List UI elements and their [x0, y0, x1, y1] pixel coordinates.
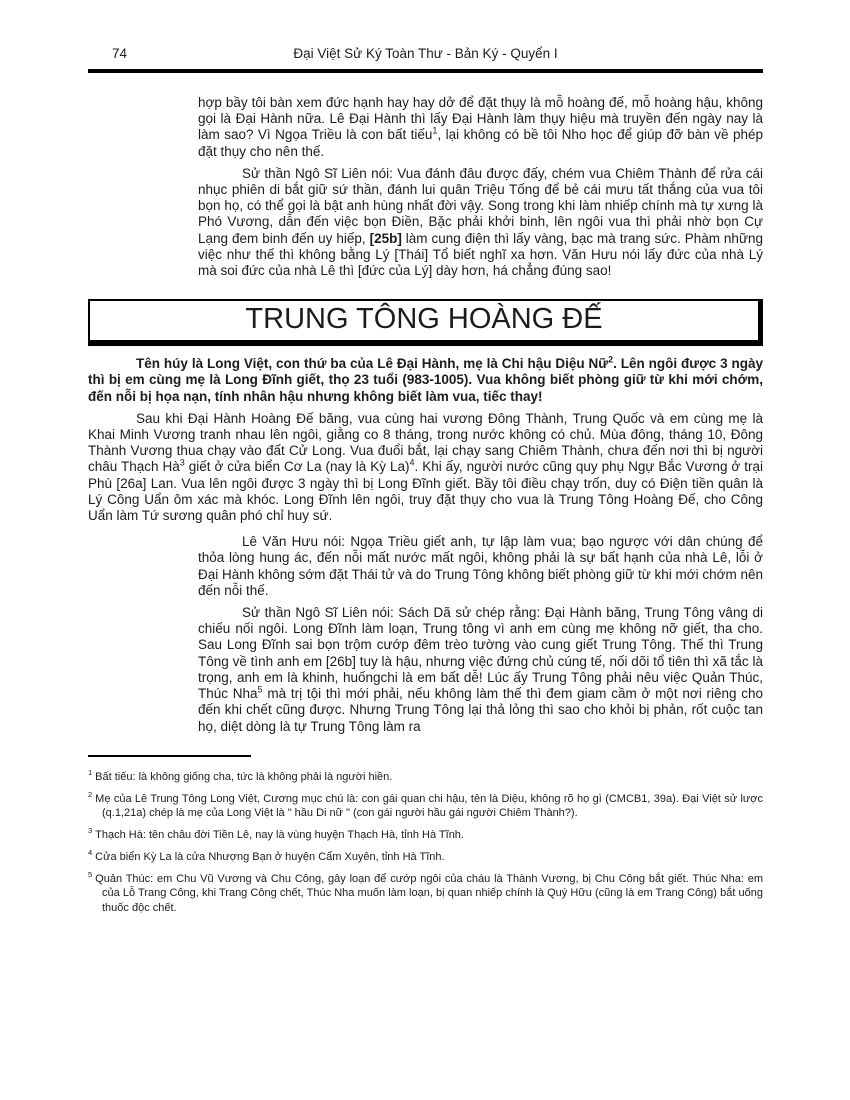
- text-run: Tên húy là Long Việt, con thứ ba của Lê Đại Hành, mẹ là Chi hậu Diệu Nữ: [136, 356, 609, 372]
- text-run: mà trị tội thì mới phải, nếu không làm thế thì đem giam cầm ở một nơi riêng cho đến khi chết cũng được. Nhưng Trung Tông lại thả lỏng thì sao cho khỏi bị phản, rốt cuộc tan họ, diệt dòng là tự Trung Tông làm ra: [198, 686, 763, 734]
- footnote: [88, 872, 763, 916]
- footnote-ref: 4: [409, 457, 415, 468]
- footnote-text: Quản Thúc: em Chu Vũ Vương và Chu Công, gây loạn để cướp ngôi của cháu là Thành Vương, bị Chu Công bắt giết. Thúc Nha: em của Lỗ Trang Công, khi Trang Công chết, Thúc Nha muốn làm loạn, bị quan nhiếp chính là Quý Hữu (cũng là em Trang Công) bắt uống thuốc độc chết.: [95, 872, 763, 915]
- paragraph: [198, 95, 763, 160]
- section-title: TRUNG TÔNG HOÀNG ĐẾ: [245, 303, 603, 336]
- text-run: Sau khi Đại Hành Hoàng Đế băng, vua cùng hai vương Đông Thành, Trung Quốc và em cùng mẹ là Khai Minh Vương tranh nhau lên ngôi, giằng co 8 tháng, trong nước không có chủ. Mùa đông, tháng 10, Đông Thành Vương thua chạy vào đất Cử Long. Vua đuổi bắt, lại chạy sang Chiêm Thành, chưa đến nơi thì bị người châu Thạch Hà: [88, 410, 763, 475]
- text-run: hợp bầy tôi bàn xem đức hạnh hay hay dở để đặt thụy là mỗ hoàng đế, mỗ hoàng hậu, không gọi là Đại Hành nữa. Lê Đại Hành thì lấy Đại Hành làm thụy hiệu mà truyền đến ngày nay là làm sao? Vì Ngọa Triều là con bất tiếu: [198, 95, 763, 143]
- text-run: Sử thần Ngô Sĩ Liên nói: Sách Dã sử chép rằng: Đại Hành băng, Trung Tông vâng di chiếu nối ngôi. Long Đĩnh làm loạn, Trung tông vì anh em cùng mẹ không nỡ giết, tha cho. Sau Long Đĩnh sai bọn trộm cướp đêm trèo tường vào cung giết Trung Tông. Thế thì Trung Tông về tình anh em [26b] tuy là hậu, nhưng việc đứng chủ cúng tế, nối dõi tổ tiên thì xã tắc là trọng, anh em là khinh, huốngchi là em bất dễ! Lúc ấy Trung Tông phải nêu việc Quản Thúc, Thúc Nha: [198, 605, 763, 702]
- page-number: 74: [112, 46, 128, 61]
- footnote-ref: 2: [608, 354, 614, 365]
- footnote: [88, 789, 763, 822]
- text-run: làm cung điện thì lấy vàng, bạc mà trang sức. Phàm những việc như thế thì không bằng Lý [Thái] Tổ biết nghĩ xa hơn. Văn Hưu nói lấy đức của nhà Lý mà soi đức của nhà Lê thì [đức của Lý] dày hơn, há chẳng đúng sao!: [198, 230, 763, 279]
- footnote-ref: 1: [432, 125, 438, 136]
- intro-quote-block: [198, 95, 763, 279]
- footnote-number: 5: [88, 870, 93, 880]
- main-text-block: [88, 356, 763, 524]
- footnote-text: Cửa biển Kỳ La là cửa Nhượng Bạn ở huyện Cẩm Xuyên, tỉnh Hà Tĩnh.: [95, 850, 445, 863]
- header-title: Đại Việt Sử Ký Toàn Thư - Bản Ký - Quyển I: [293, 46, 558, 61]
- text-run: Sử thần Ngô Sĩ Liên nói: Vua đánh đâu được đấy, chém vua Chiêm Thành để rửa cái nhục phiên di bắt giữ sứ thần, đánh lui quân Triệu Tống để bẻ cái mưu tất thắng của vua tôi bọn họ, có thể gọi là bật anh hùng nhất đời vậy. Song trong khi làm nhiếp chính mà tự xưng là Phó Vương, dẫn đến việc bọn Điền, Bặc phải khởi binh, lên ngôi vua thì phải nhờ bọn Cự Lạng đem binh đến uy hiếp,: [198, 165, 763, 246]
- footnote-number: 2: [88, 789, 93, 799]
- header-rule: [88, 69, 763, 73]
- footnote-number: 1: [88, 768, 93, 778]
- footnote: [88, 828, 763, 843]
- text-run: . Khi ấy, người nước cũng quy phụ Ngự Bắc Vương ở trại Phù [26a] Lan. Vua lên ngôi được 3 ngày thì bị Long Đĩnh giết. Bầy tôi điều chạy trốn, duy có Điện tiền quân là Lý Công Uẩn ôm xác mà khóc. Long Đĩnh lên ngôi, truy đặt thụy cho vua là Trung Tông Hoàng Đế, cho Công Uẩn làm Tứ sương quân phó chỉ huy sứ.: [88, 459, 763, 524]
- footnote-ref: 3: [179, 457, 185, 468]
- section-title-box: [88, 299, 763, 346]
- paragraph: [198, 534, 763, 599]
- running-header: [88, 46, 763, 64]
- footnote-ref: 5: [257, 684, 263, 695]
- paragraph: [88, 356, 763, 405]
- footnote-text: Mẹ của Lê Trung Tông Long Việt, Cương mục chú là: con gái quan chi hậu, tên là Diệu, không rõ họ gì (CMCB1, 39a). Đại Việt sử lược (q.1,21a) chép là mẹ của Long Việt là " hầu Di nữ " (con gái người hầu gái người Chiêm Thành?).: [95, 792, 763, 820]
- paragraph: [88, 411, 763, 524]
- text-run: giết ở cửa biển Cơ La (nay là Kỳ La): [184, 459, 410, 475]
- text-run: , lại không có bề tôi Nho học để giúp đỡ bàn về phép đặt thụy cho nên thế.: [198, 127, 764, 159]
- footnote: [88, 770, 763, 785]
- footnote-text: Thạch Hà: tên châu đời Tiền Lê, nay là vùng huyện Thạch Hà, tỉnh Hà Tĩnh.: [95, 829, 464, 842]
- footnote-number: 3: [88, 826, 93, 836]
- footnote: [88, 850, 763, 865]
- paragraph: [198, 166, 763, 279]
- footnote-number: 4: [88, 848, 93, 858]
- text-run: [25b]: [369, 230, 402, 246]
- paragraph: [198, 605, 763, 735]
- commentary-quote-block: [198, 534, 763, 734]
- text-run: Lê Văn Hưu nói: Ngọa Triều giết anh, tự lập làm vua; bạo ngược với dân chúng để thỏa lòng hung ác, đến nỗi mất nước mất ngôi, không phải là sự bất hạnh của nhà Lê, lỗi ở Đại Hành không sớm đặt Thái tử và do Trung Tông không biết phòng giữ từ khi mới chớm nên đến nỗi thế.: [198, 534, 763, 598]
- footnote-rule: [88, 755, 251, 757]
- footnotes: [88, 770, 763, 916]
- footnote-text: Bất tiếu: là không giống cha, tức là không phải là người hiền.: [95, 770, 393, 783]
- text-run: . Lên ngôi được 3 ngày thì bị em cùng mẹ là Long Đĩnh giết, thọ 23 tuổi (983-1005). Vua không biết phòng giữ từ khi mới chớm, đến nỗi bị họa nạn, tính nhân hậu nhưng không biết làm vua, tiếc thay!: [88, 356, 764, 404]
